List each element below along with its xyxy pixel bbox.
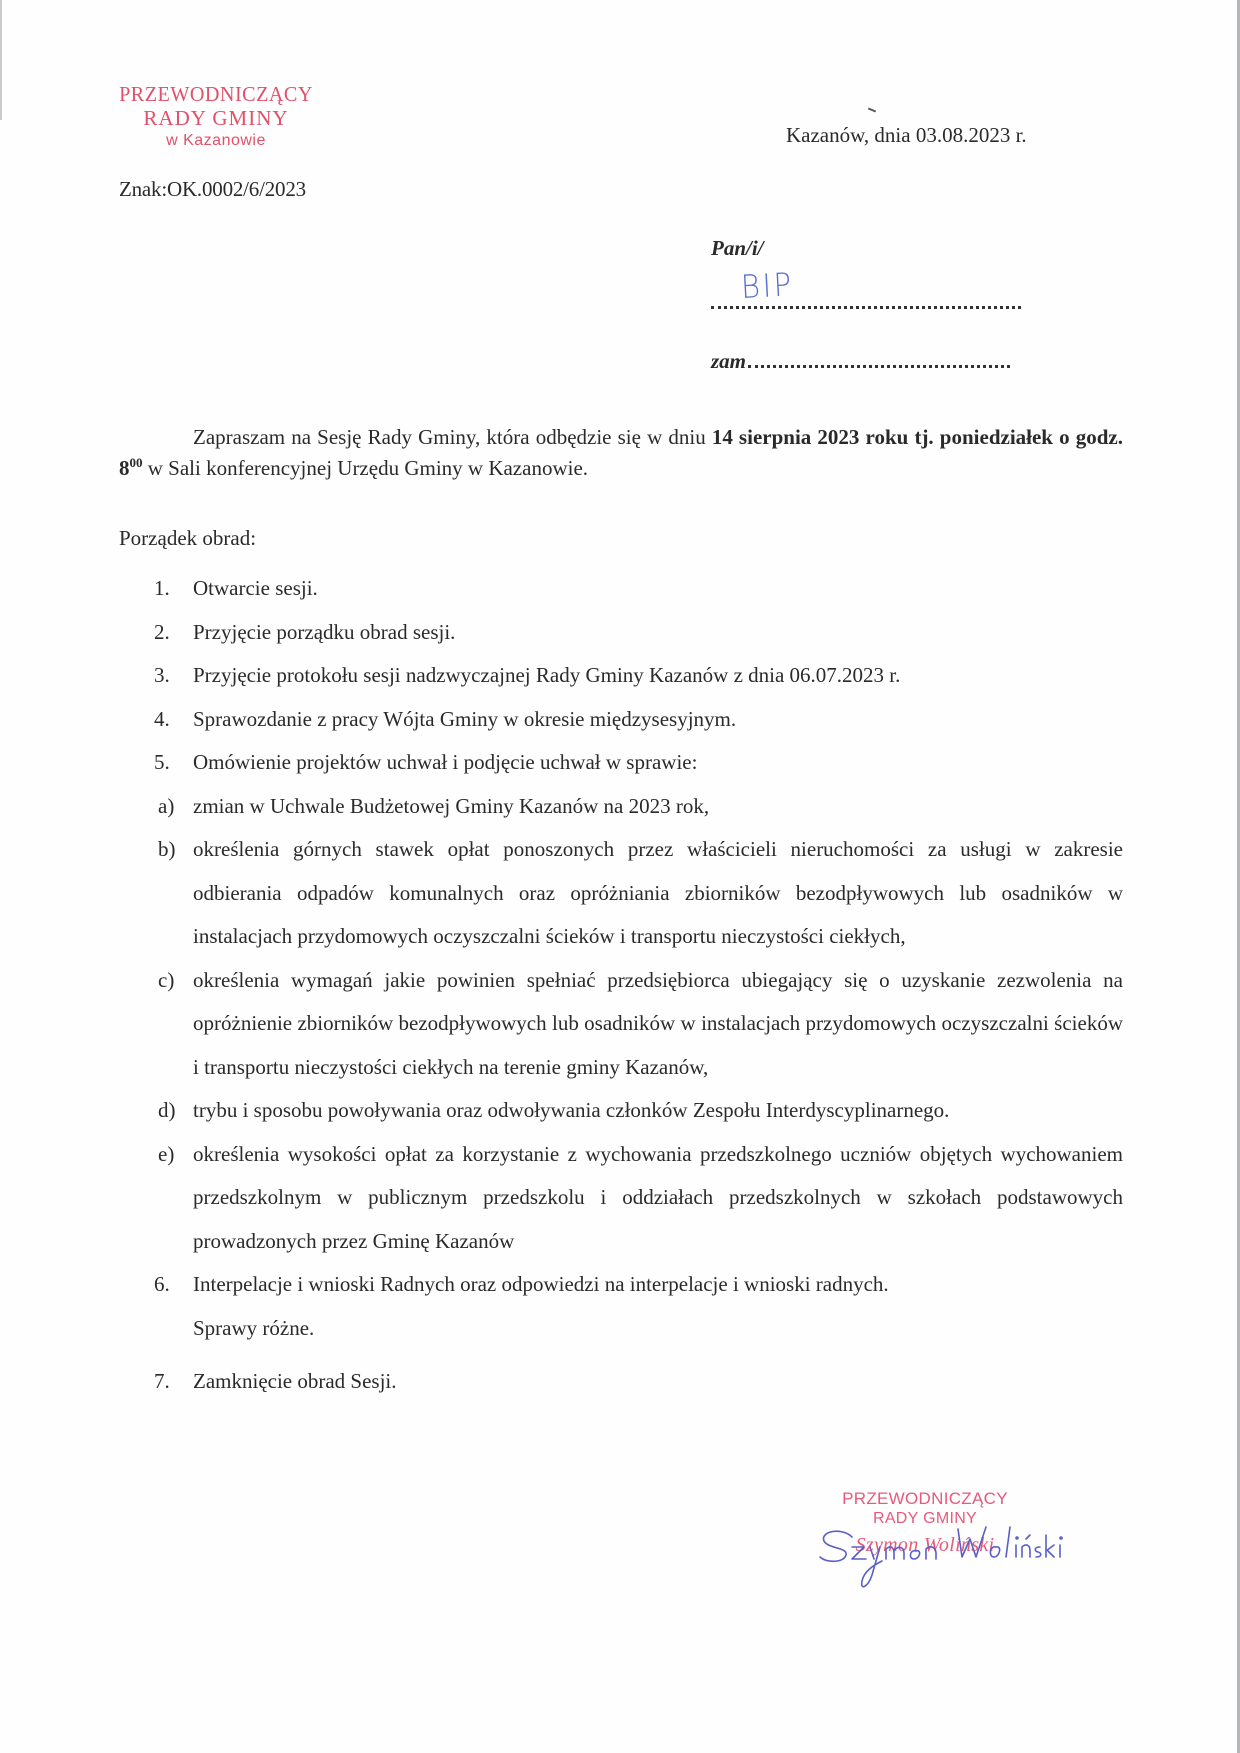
agenda-subitem-c — [119, 959, 1123, 1090]
address-label: zam — [711, 349, 747, 373]
agenda-heading: Porządek obrad: — [119, 526, 257, 550]
place-and-date — [786, 123, 1027, 148]
letterhead-stamp — [96, 82, 336, 152]
agenda-marker: 2. — [154, 619, 170, 644]
agenda-list — [119, 567, 1123, 1404]
address-row — [711, 349, 1010, 374]
agenda-marker: 7. — [154, 1369, 170, 1393]
signature-icon — [812, 1505, 1072, 1595]
agenda-item-6 — [119, 1263, 1123, 1350]
handwritten-addressee: BIP — [740, 265, 795, 306]
addressee-label: Pan/i/ — [711, 236, 764, 260]
pen-mark — [868, 108, 876, 113]
agenda-item-2 — [119, 611, 1123, 655]
invitation-intro: Zapraszam na Sesję Rady Gminy, która odbędzie się w dniu — [193, 425, 712, 449]
agenda-text: zmian w Uchwale Budżetowej Gminy Kazanów na 2023 rok, — [193, 793, 710, 818]
agenda-text: określenia wysokości opłat za korzystanie z wychowania przedszkolnego uczniów objętych wychowaniem przedszkolnym w publicznym przedszkolu i oddziałach przedszkolnych w szkołach podstawowych prowadzonych przez Gminę Kazanów — [193, 1141, 1123, 1253]
letterhead-stamp-line-2: RADY GMINY — [143, 106, 289, 130]
agenda-item-7 — [119, 1360, 1123, 1404]
reference-number: Znak:OK.0002/6/2023 — [119, 177, 306, 201]
place-date-text: Kazanów, dnia 03.08.2023 r. — [786, 123, 1027, 147]
agenda-text-continuation: Sprawy różne. — [193, 1315, 315, 1340]
chairman-stamp-title: PRZEWODNICZĄCY — [842, 1489, 1008, 1508]
session-date-text: 14 sierpnia 2023 roku tj. poniedziałek o godz. 8 — [119, 425, 1123, 480]
agenda-text: Interpelacje i wnioski Radnych oraz odpowiedzi na interpelacje i wnioski radnych. — [193, 1272, 889, 1296]
invitation-location: w Sali konferencyjnej Urzędu Gminy w Kazanowie. — [142, 456, 589, 480]
agenda-text: określenia górnych stawek opłat ponoszonych przez właścicieli nieruchomości za usługi w zakresie odbierania odpadów komunalnych oraz opróżniania zbiorników bezodpływowych lub osadników w instalacjach przydomowych oczyszczalni ścieków i transportu nieczystości ciekłych, — [193, 837, 1123, 948]
handwritten-signature — [812, 1505, 1072, 1595]
agenda-text: Omówienie projektów uchwał i podjęcie uchwał w sprawie: — [193, 750, 698, 774]
agenda-text: trybu i sposobu powoływania oraz odwoływania członków Zespołu Interdyscyplinarnego. — [193, 1098, 950, 1122]
agenda-marker: 5. — [154, 750, 170, 774]
agenda-item-5 — [119, 741, 1123, 785]
agenda-text: Sprawozdanie z pracy Wójta Gminy w okresie międzysesyjnym. — [193, 706, 737, 731]
agenda-subitem-b — [119, 828, 1123, 959]
session-time-superscript: 00 — [129, 455, 143, 470]
agenda-text: Zamknięcie obrad Sesji. — [193, 1369, 397, 1393]
agenda-marker: c) — [158, 967, 175, 992]
agenda-marker: e) — [158, 1141, 175, 1166]
agenda-marker: 1. — [154, 576, 170, 600]
agenda-marker: d) — [158, 1098, 176, 1122]
chairman-stamp-subtitle: RADY GMINY — [872, 1510, 978, 1527]
address-dotted-line — [748, 355, 1010, 368]
chairman-stamp-name: Szymon Woliński — [855, 1534, 995, 1556]
agenda-subitem-d — [119, 1089, 1123, 1133]
agenda-marker: 6. — [154, 1272, 170, 1296]
agenda-text: Otwarcie sesji. — [193, 576, 318, 600]
invitation-paragraph — [119, 422, 1123, 484]
agenda-text: określenia wymagań jakie powinien spełniać przedsiębiorca ubiegający się o uzyskanie zezwolenia na opróżnienie zbiorników bezodpływowych lub osadników w instalacjach przydomowych oczyszczalni ścieków i transportu nieczystości ciekłych na terenie gminy Kazanów, — [193, 967, 1123, 1079]
agenda-marker: a) — [158, 793, 175, 818]
agenda-marker: 4. — [154, 706, 170, 731]
agenda-item-3 — [119, 654, 1123, 698]
letterhead-stamp-line-3: w Kazanowie — [166, 132, 266, 149]
scan-edge-left — [0, 0, 2, 120]
agenda-marker: 3. — [154, 663, 170, 687]
agenda-text: Przyjęcie protokołu sesji nadzwyczajnej Rady Gminy Kazanów z dnia 06.07.2023 r. — [193, 663, 901, 687]
agenda-subitem-e — [119, 1133, 1123, 1264]
agenda-item-4 — [119, 698, 1123, 742]
agenda-marker: b) — [158, 837, 176, 861]
letterhead-stamp-line-1: PRZEWODNICZĄCY — [119, 82, 313, 106]
agenda-text: Przyjęcie porządku obrad sesji. — [193, 619, 456, 644]
agenda-item-1 — [119, 567, 1123, 611]
agenda-subitem-a — [119, 785, 1123, 829]
